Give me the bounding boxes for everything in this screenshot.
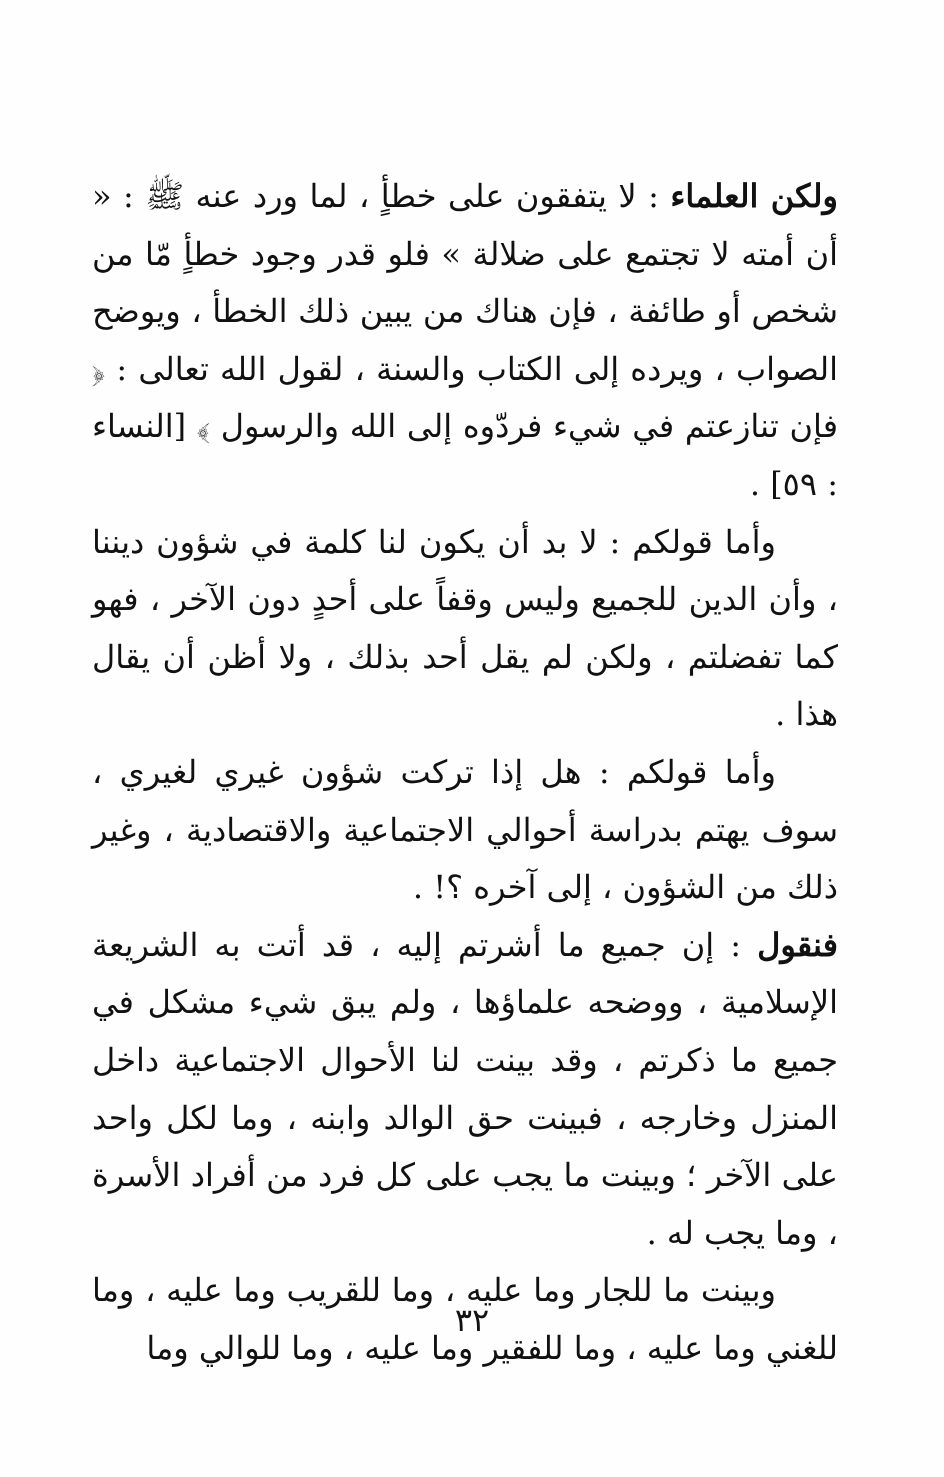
paragraph-text: وبينت ما للجار وما عليه ، وما للقريب وما عليه ، وما للغني وما عليه ، وما للفقير وما عليه ، وما للوالي وما [92,1271,838,1367]
paragraph-lead: فنقول [757,925,838,964]
page-number: ٣٢ [454,1301,490,1339]
paragraph-others-affairs [92,744,838,917]
paragraph-lead: ولكن العلماء [670,177,839,215]
paragraph-we-say [92,917,838,1263]
paragraph-text: وأما قولكم : لا بد أن يكون لنا كلمة في شؤون ديننا ، وأن الدين للجميع وليس وقفاً على أحدٍ دون الآخر ، فهو كما تفضلتم ، ولكن لم يقل أحد بذلك ، ولا أظن أن يقال هذا . [92,522,838,734]
paragraph-our-word [92,514,838,744]
paragraph-text: وأما قولكم : هل إذا تركت شؤون غيري لغيري ، سوف يهتم بدراسة أحوالي الاجتماعية والاقتصادية ، وغير ذلك من الشؤون ، إلى آخره ؟! . [92,752,838,907]
paragraph-scholars [92,168,838,514]
paragraph-text: : لا يتفقون على خطأٍ ، لما ورد عنه ﷺ : « أن أمته لا تجتمع على ضلالة » فلو قدر وجود خطأٍ مّا من شخص أو طائفة ، فإن هناك من يبين ذلك الخطأ ، ويوضح الصواب ، ويرده إلى الكتاب والسنة ، لقول الله تعالى : ﴿ فإن تنازعتم في شيء فردّوه إلى الله والرسول ﴾ [النساء : ٥٩] . [92,177,839,503]
body-text [92,168,838,1377]
paragraph-text: : إن جميع ما أشرتم إليه ، قد أتت به الشريعة الإسلامية ، ووضحه علماؤها ، ولم يبق شيء مشكل في جميع ما ذكرتم ، وقد بينت لنا الأحوال الاجتماعية داخل المنزل وخارجه ، فبينت حق الوالد وابنه ، وما لكل واحد على الآخر ؛ وبينت ما يجب على كل فرد من أفراد الأسرة ، وما يجب له . [92,925,838,1252]
